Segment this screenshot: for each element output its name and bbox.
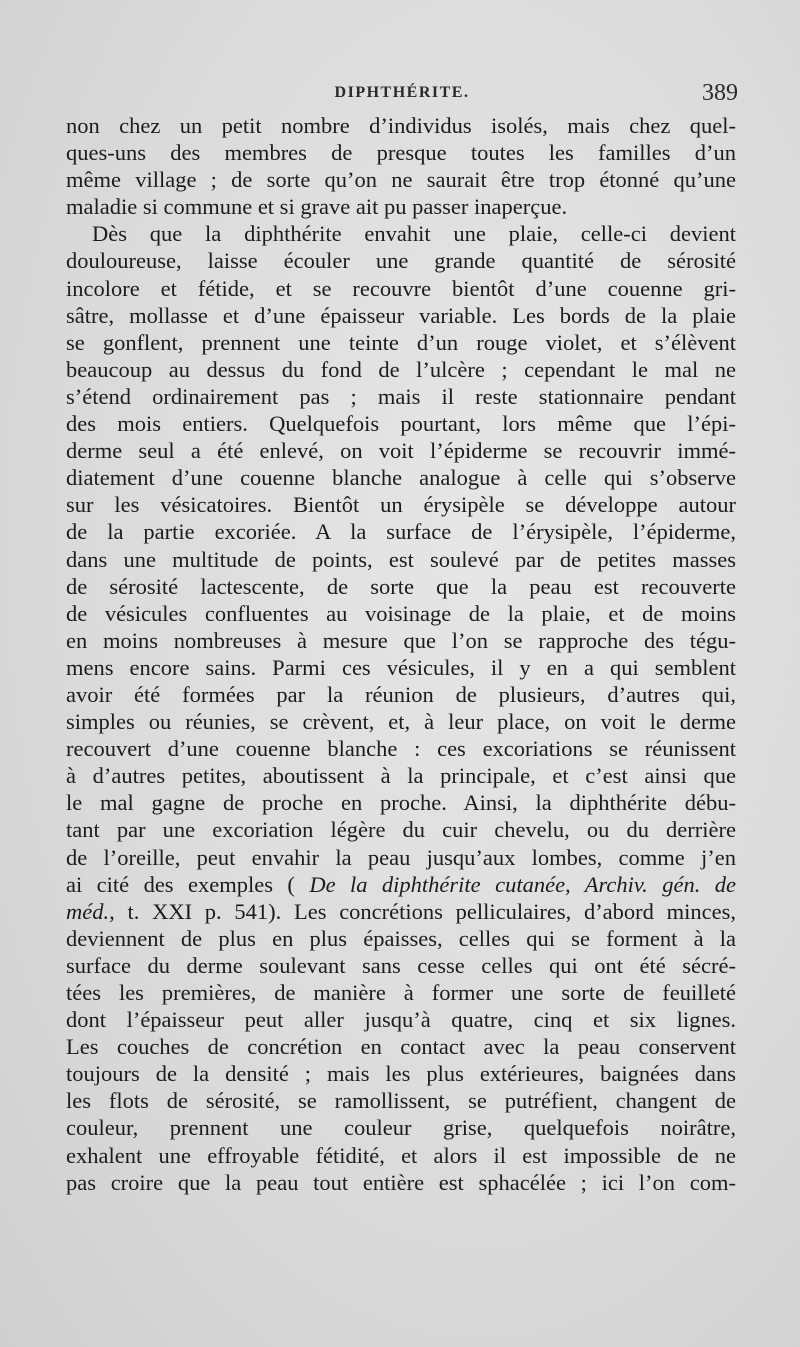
text-line: simples ou réunies, se crèvent, et, à leur place, on voit le derme (66, 709, 736, 735)
page-header (66, 80, 738, 110)
text-line: en moins nombreuses à mesure que l’on se rapproche des tégu- (66, 627, 736, 653)
text-line: Les couches de concrétion en contact avec la peau conservent (66, 1034, 736, 1060)
text-line: tant par une excoriation légère du cuir chevelu, ou du derrière (66, 817, 736, 843)
text-line: mens encore sains. Parmi ces vésicules, il y en a qui semblent (66, 654, 736, 680)
text-line: derme seul a été enlevé, on voit l’épiderme se recouvrir immé- (66, 438, 736, 464)
text-line: le mal gagne de proche en proche. Ainsi, la diphthérite débu- (66, 790, 736, 816)
text-line: des mois entiers. Quelquefois pourtant, lors même que l’épi- (66, 411, 736, 437)
text-line: se gonflent, prennent une teinte d’un rouge violet, et s’élèvent (66, 329, 736, 355)
text-line: ques-uns des membres de presque toutes les familles d’un (66, 140, 736, 166)
text-line: beaucoup au dessus du fond de l’ulcère ; cependant le mal ne (66, 356, 736, 382)
text-line: douloureuse, laisse écouler une grande quantité de sérosité (66, 248, 736, 274)
text-line (66, 871, 736, 898)
text-line: à d’autres petites, aboutissent à la principale, et c’est ainsi que (66, 763, 736, 789)
text-line: de la partie excoriée. A la surface de l’érysipèle, l’épiderme, (66, 519, 736, 545)
text-line: dans une multitude de points, est soulevé par de petites masses (66, 546, 736, 572)
text-line: dont l’épaisseur peut aller jusqu’à quatre, cinq et six lignes. (66, 1007, 736, 1033)
text-line: deviennent de plus en plus épaisses, celles qui se forment à la (66, 925, 736, 951)
text-line: incolore et fétide, et se recouvre bientôt d’une couenne gri- (66, 275, 736, 301)
text-line: exhalent une effroyable fétidité, et alors il est impossible de ne (66, 1142, 736, 1168)
page-number: 389 (702, 80, 738, 106)
text-line: couleur, prennent une couleur grise, quelquefois noirâtre, (66, 1115, 736, 1141)
citation-italic: méd. (66, 898, 110, 924)
text-line: sur les vésicatoires. Bientôt un érysipèle se développe autour (66, 492, 736, 518)
text-line: toujours de la densité ; mais les plus extérieures, baignées dans (66, 1061, 736, 1087)
text-line: pas croire que la peau tout entière est sphacélée ; ici l’on com- (66, 1169, 736, 1195)
text-line (66, 898, 736, 925)
text-line: les flots de sérosité, se ramollissent, se putréfient, changent de (66, 1088, 736, 1114)
text-line: Dès que la diphthérite envahit une plaie, celle-ci devient (92, 221, 736, 247)
text-line: avoir été formées par la réunion de plusieurs, d’autres qui, (66, 681, 736, 707)
text-line: même village ; de sorte qu’on ne saurait être trop étonné qu’une (66, 167, 736, 193)
text-line: s’étend ordinairement pas ; mais il reste stationnaire pendant (66, 383, 736, 409)
text-line: recouvert d’une couenne blanche : ces excoriations se réunissent (66, 736, 736, 762)
running-title: DIPHTHÉRITE. (334, 84, 470, 101)
text-line: diatement d’une couenne blanche analogue à celle qui s’observe (66, 465, 736, 491)
text-line: non chez un petit nombre d’individus isolés, mais chez quel- (66, 113, 736, 138)
text-line: surface du derme soulevant sans cesse celles qui ont été sécré- (66, 952, 736, 978)
text-line: maladie si commune et si grave ait pu passer inaperçue. (66, 194, 568, 220)
body-text (66, 112, 736, 1196)
text-line: de sérosité lactescente, de sorte que la peau est recouverte (66, 573, 736, 599)
text-line: tées les premières, de manière à former une sorte de feuilleté (66, 980, 736, 1005)
citation-italic: De la diphthérite cutanée, Archiv. gén. de (309, 871, 736, 897)
text-line: sâtre, mollasse et d’une épaisseur variable. Les bords de la plaie (66, 302, 736, 328)
text-segment: ai cité des exemples ( (66, 871, 310, 897)
text-segment: , t. XXI p. 541). Les concrétions pelliculaires, d’abord minces, (109, 898, 736, 924)
text-line: de l’oreille, peut envahir la peau jusqu’aux lombes, comme j’en (66, 844, 736, 870)
text-line: de vésicules confluentes au voisinage de la plaie, et de moins (66, 600, 736, 626)
